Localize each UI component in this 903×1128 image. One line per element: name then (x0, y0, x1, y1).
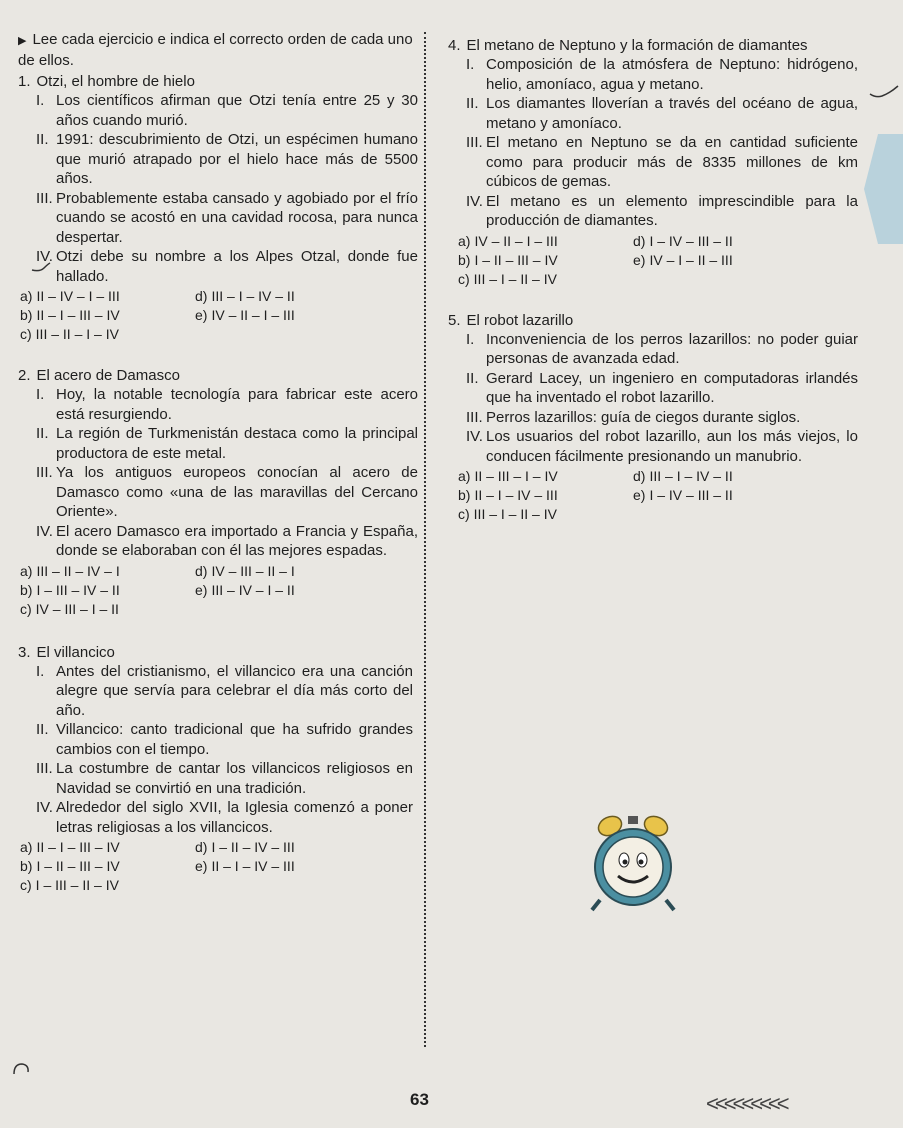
statement: III. La costumbre de cantar los villancicos religiosos en Navidad se convirtió en una tradición. (36, 760, 413, 797)
answer-option[interactable]: c) I – III – II – IV (20, 877, 119, 893)
statement-list (36, 91, 418, 286)
statement: II. Villancico: canto tradicional que ha sufrido grandes cambios con el tiempo. (36, 721, 413, 758)
right-column (448, 36, 858, 538)
alarm-clock-icon (588, 812, 678, 912)
answer-option[interactable]: b) II – I – III – IV (20, 307, 120, 323)
statement: II. La región de Turkmenistán destaca como la principal productora de este metal. (36, 425, 418, 462)
exercise-1 (18, 72, 418, 344)
statement: III. El metano en Neptuno se da en cantidad suficiente como para producir más de 8335 millones de km cúbicos de gemas. (466, 134, 858, 190)
answer-options (20, 838, 413, 895)
bullet-icon: ▶ (18, 35, 27, 47)
answer-options (458, 232, 858, 289)
exercise-title: 4. El metano de Neptuno y la formación de diamantes (448, 37, 808, 54)
exercise-title: 2. El acero de Damasco (18, 367, 180, 384)
answer-option[interactable]: e) IV – I – II – III (633, 251, 733, 268)
answer-options (20, 562, 418, 619)
statement-list (466, 330, 858, 467)
answer-option[interactable]: d) I – II – IV – III (195, 839, 295, 855)
answer-option[interactable]: b) I – III – IV – II (20, 581, 120, 598)
arrows-decoration: <<<<<<<<< (706, 1091, 786, 1116)
statement: IV. Otzi debe su nombre a los Alpes Otzal, donde fue hallado. (36, 248, 418, 285)
answer-option[interactable]: c) III – II – I – IV (20, 326, 119, 342)
statement: III. Probablemente estaba cansado y agobiado por el frío cuando se acostó en una cavidad rocosa, para nunca despertar. (36, 189, 418, 246)
exercise-title: 1. Otzi, el hombre de hielo (18, 73, 195, 90)
answer-option[interactable]: d) III – I – IV – II (633, 468, 733, 484)
exercise-5 (448, 311, 858, 525)
answer-option[interactable]: b) I – II – III – IV (20, 858, 120, 874)
statement: IV. El metano es un elemento imprescindible para la producción de diamantes. (466, 192, 858, 229)
instructions: ▶ Lee cada ejercicio e indica el correcto orden de cada uno de ellos. (18, 31, 413, 69)
exercise-title: 3. El villancico (18, 643, 115, 661)
answer-option[interactable]: e) III – IV – I – II (195, 581, 295, 598)
answer-option[interactable]: b) II – I – IV – III (458, 487, 558, 503)
side-tab-decoration (864, 134, 903, 244)
statement: I. Los científicos afirman que Otzi tenía entre 25 y 30 años cuando murió. (36, 92, 418, 129)
statement: IV. Alrededor del siglo XVII, la Iglesia comenzó a poner letras religiosas a los villancicos. (36, 799, 413, 836)
answer-option[interactable]: a) III – II – IV – I (20, 562, 120, 579)
answer-option[interactable]: a) II – IV – I – III (20, 288, 120, 304)
answer-option[interactable]: a) IV – II – I – III (458, 232, 558, 249)
left-column (18, 30, 418, 909)
statement: II. 1991: descubrimiento de Otzi, un espécimen humano que murió atrapado por el hielo hace más de 5500 años. (36, 131, 418, 187)
statement: I. Antes del cristianismo, el villancico era una canción alegre que servía para celebrar el día más corto del año. (36, 662, 413, 719)
statement: II. Los diamantes lloverían a través del océano de agua, metano y amoníaco. (466, 95, 858, 132)
answer-option[interactable]: e) II – I – IV – III (195, 858, 295, 874)
answer-option[interactable]: a) II – III – I – IV (458, 468, 558, 484)
column-divider (424, 32, 426, 1047)
answer-option[interactable]: e) IV – II – I – III (195, 307, 295, 323)
answer-option[interactable]: c) III – I – II – IV (458, 506, 557, 522)
check-mark-icon (868, 84, 900, 102)
answer-option[interactable]: b) I – II – III – IV (458, 251, 558, 268)
answer-option[interactable]: d) III – I – IV – II (195, 288, 295, 304)
statement: III. Perros lazarillos: guía de ciegos durante siglos. (466, 408, 801, 426)
answer-option[interactable]: a) II – I – III – IV (20, 839, 120, 855)
exercise-2 (18, 366, 418, 619)
answer-option[interactable]: e) I – IV – III – II (633, 487, 733, 503)
statement: I. Composición de la atmósfera de Neptuno: hidrógeno, helio, amoníaco, agua y metano. (466, 56, 858, 93)
answer-option[interactable]: c) III – I – II – IV (458, 270, 557, 287)
answer-options (20, 287, 418, 344)
exercise-4 (448, 36, 858, 289)
statement-list (36, 662, 413, 838)
statement-list (466, 55, 858, 231)
answer-option[interactable]: c) IV – III – I – II (20, 600, 119, 617)
statement: IV. Los usuarios del robot lazarillo, aun los más viejos, lo conducen fácilmente presionando un manubrio. (466, 428, 858, 465)
statement-list (36, 385, 418, 561)
statement: II. Gerard Lacey, un ingeniero en computadoras irlandés que ha inventado el robot lazarillo. (466, 369, 858, 406)
statement: III. Ya los antiguos europeos conocían al acero de Damasco como «una de las maravillas del Cercano Oriente». (36, 464, 418, 520)
answer-option[interactable]: d) I – IV – III – II (633, 232, 733, 249)
statement: IV. El acero Damasco era importado a Francia y España, donde se elaboraban con él las mejores espadas. (36, 522, 418, 559)
answer-option[interactable]: d) IV – III – II – I (195, 562, 295, 579)
answer-options (458, 467, 858, 524)
statement: I. Hoy, la notable tecnología para fabricar este acero está resurgiendo. (36, 386, 418, 423)
circle-mark-icon (10, 1060, 32, 1082)
exercise-title: 5. El robot lazarillo (448, 311, 574, 329)
exercise-3 (18, 643, 413, 896)
statement: I. Inconveniencia de los perros lazarillos: no poder guiar personas de avanzada edad. (466, 330, 858, 367)
page-number: 63 (410, 1090, 429, 1109)
